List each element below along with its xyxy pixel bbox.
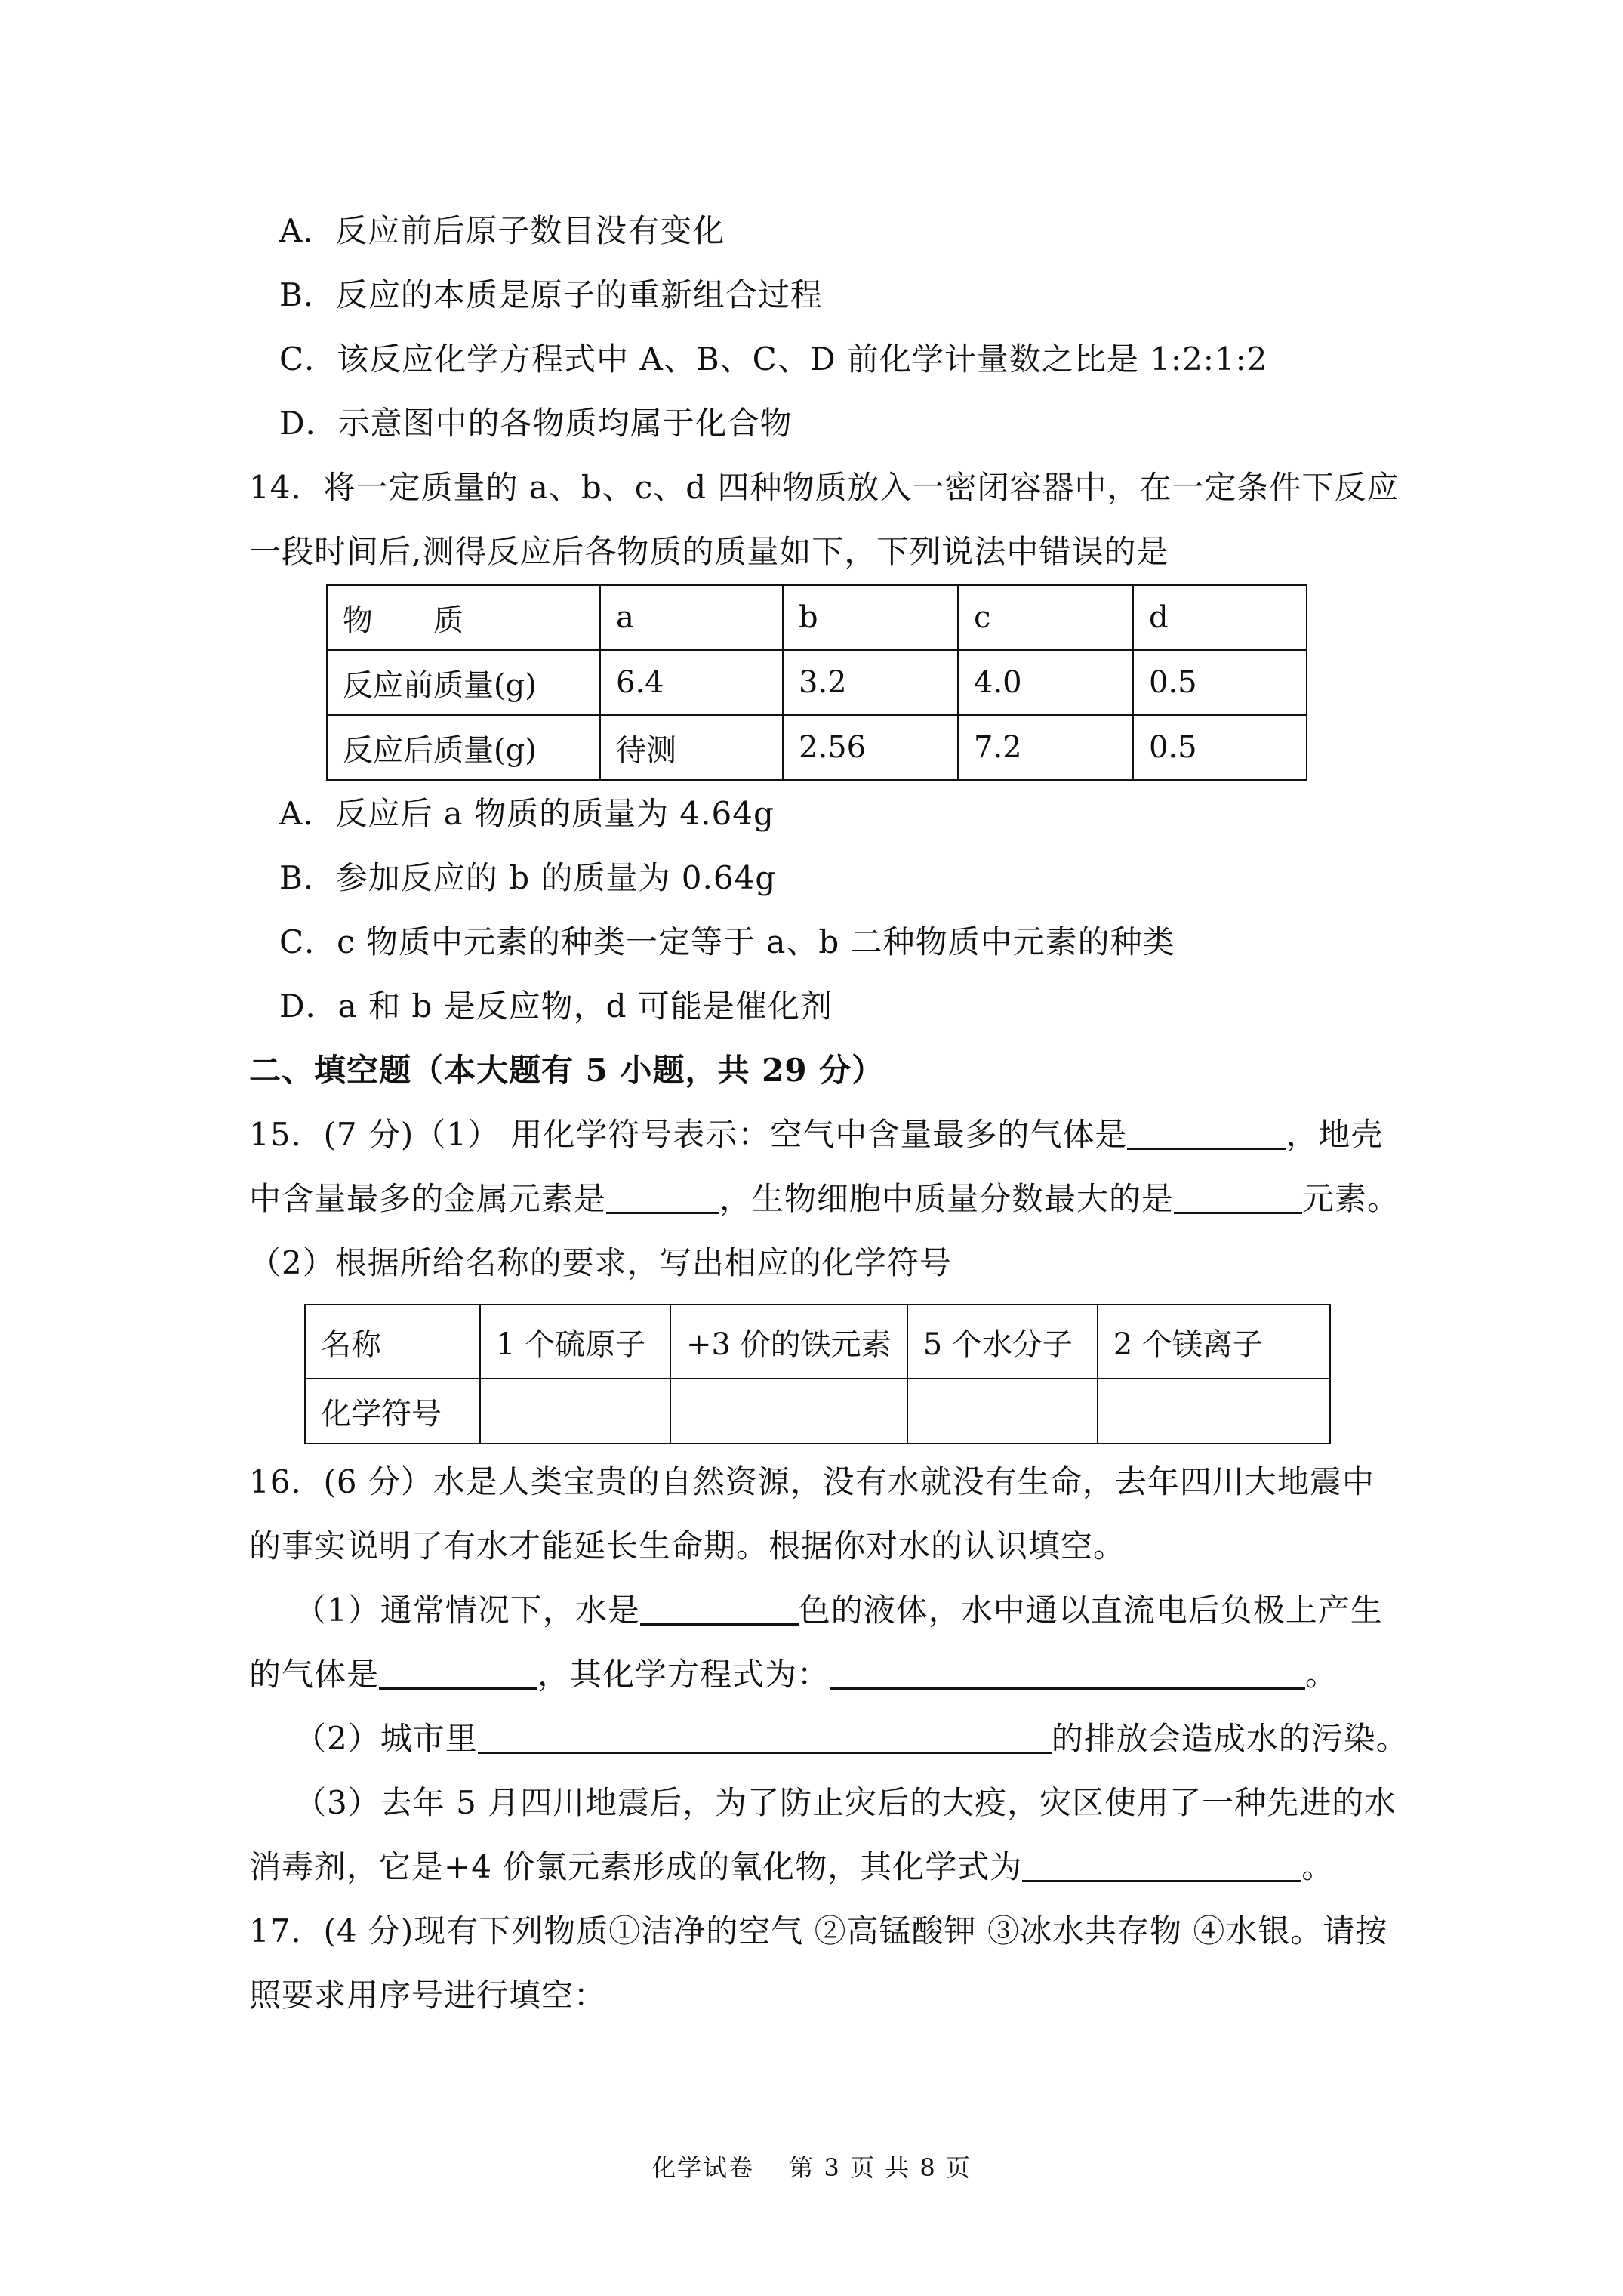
page-footer: 化学试卷 第 3 页 共 8 页 [651,2153,972,2182]
answer-blank[interactable] [606,1182,719,1214]
table-cell: 6.4 [600,650,783,715]
table-cell: 7.2 [958,715,1133,780]
q16-text: ，其化学方程式为： [537,1656,830,1693]
q16-text: 。 [1301,1848,1335,1885]
answer-cell[interactable] [1098,1379,1330,1444]
table-row [305,1305,1330,1379]
table-cell: 待测 [600,715,783,780]
answer-cell[interactable] [480,1379,670,1444]
q16-text: （2）城市里 [294,1720,478,1757]
q16-part2 [294,1718,1409,1760]
answer-blank[interactable] [1022,1850,1301,1882]
q14-mass-table [326,584,1307,781]
q15-line1 [249,1114,1383,1156]
table-cell: 物 质 [327,585,600,650]
q16-text: （1）通常情况下，水是 [294,1592,640,1629]
answer-cell[interactable] [907,1379,1098,1444]
table-cell: 3.2 [783,650,958,715]
table-cell: 0.5 [1133,715,1307,780]
q16-part1-line2 [249,1653,1338,1696]
section-title: 二、填空题（本大题有 5 小题，共 29 分） [249,1052,885,1089]
q16-part3-line1: （3）去年 5 月四川地震后，为了防止灾后的大疫，灾区使用了一种先进的水 [294,1784,1397,1821]
table-cell: 0.5 [1133,650,1307,715]
q16-line2: 的事实说明了有水才能延长生命期。根据你对水的认识填空。 [249,1527,1126,1564]
q16-line1: 16．(6 分）水是人类宝贵的自然资源，没有水就没有生命，去年四川大地震中 [249,1463,1375,1500]
q16-text: 的气体是 [249,1656,380,1693]
answer-blank[interactable] [640,1593,799,1626]
q17-line1: 17．(4 分)现有下列物质①洁净的空气 ②高锰酸钾 ③冰水共存物 ④水银。请按 [249,1912,1388,1949]
q13-option-d: D．示意图中的各物质均属于化合物 [279,405,793,442]
answer-blank[interactable] [1127,1117,1286,1150]
q15-text: ，生物细胞中质量分数最大的是 [719,1180,1175,1217]
q15-symbol-table [304,1304,1331,1444]
q15-text: 元素。 [1302,1180,1400,1217]
q13-option-b: B．反应的本质是原子的重新组合过程 [279,276,823,313]
table-cell: 2.56 [783,715,958,780]
answer-blank[interactable] [478,1721,1052,1754]
table-cell: d [1133,585,1307,650]
q17-line2: 照要求用序号进行填空： [249,1977,607,2014]
table-cell: 名称 [305,1305,480,1379]
q16-text: 的排放会造成水的污染。 [1051,1720,1409,1757]
table-cell: 化学符号 [305,1379,480,1444]
q14-option-a: A．反应后 a 物质的质量为 4.64g [279,795,775,832]
q14-stem-line1: 14．将一定质量的 a、b、c、d 四种物质放入一密闭容器中，在一定条件下反应 [249,469,1400,506]
table-row [305,1379,1330,1444]
q14-stem-line2: 一段时间后,测得反应后各物质的质量如下，下列说法中错误的是 [249,533,1169,570]
table-cell: a [600,585,783,650]
table-cell: 1 个硫原子 [480,1305,670,1379]
q14-option-c: C．c 物质中元素的种类一定等于 a、b 二种物质中元素的种类 [279,923,1175,960]
q15-text: 15．(7 分)（1） 用化学符号表示：空气中含量最多的气体是 [249,1116,1128,1153]
q14-option-d: D．a 和 b 是反应物，d 可能是催化剂 [279,988,833,1025]
table-row [327,715,1307,780]
table-row [327,650,1307,715]
q16-part3-line2 [249,1846,1334,1888]
answer-blank[interactable] [1174,1182,1302,1214]
table-cell: 5 个水分子 [907,1305,1098,1379]
answer-cell[interactable] [670,1379,907,1444]
table-cell: 4.0 [958,650,1133,715]
table-cell: 2 个镁离子 [1098,1305,1330,1379]
answer-blank[interactable] [379,1657,537,1690]
table-cell: c [958,585,1133,650]
table-cell: +3 价的铁元素 [670,1305,907,1379]
q16-part1-line1 [294,1589,1383,1632]
table-cell: b [783,585,958,650]
q14-option-b: B．参加反应的 b 的质量为 0.64g [279,859,777,896]
q16-text: 消毒剂，它是+4 价氯元素形成的氧化物，其化学式为 [249,1848,1023,1885]
q16-text: 。 [1305,1656,1338,1693]
q13-option-c: C．该反应化学方程式中 A、B、C、D 前化学计量数之比是 1:2:1:2 [279,341,1268,378]
answer-blank[interactable] [830,1657,1305,1690]
table-cell: 反应前质量(g) [327,650,600,715]
q15-text: ，地壳 [1286,1116,1384,1153]
table-cell: 反应后质量(g) [327,715,600,780]
table-row [327,585,1307,650]
q13-option-a: A．反应前后原子数目没有变化 [279,212,725,249]
q16-text: 色的液体，水中通以直流电后负极上产生 [798,1592,1383,1629]
q15-line2 [249,1178,1400,1220]
q15-text: 中含量最多的金属元素是 [249,1180,607,1217]
q15-line3: （2）根据所给名称的要求，写出相应的化学符号 [249,1244,952,1281]
